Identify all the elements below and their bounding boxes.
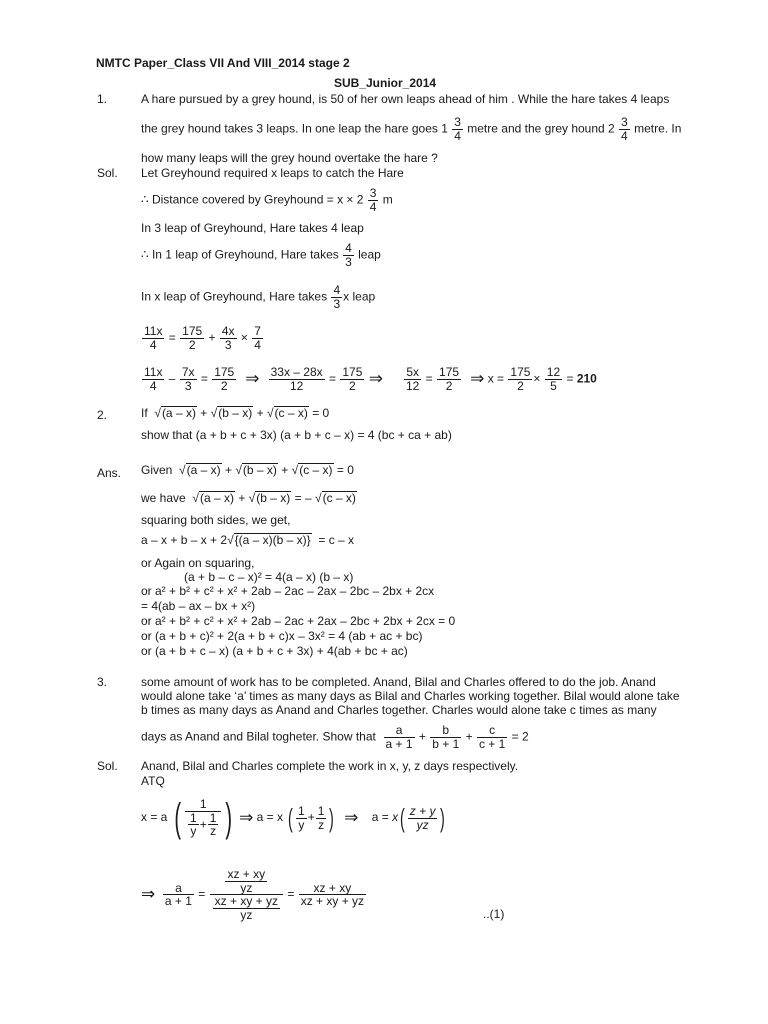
question-3-line-3: b times as many days as Anand and Charles together. Charles would alone take c times as many [141,703,657,717]
solution-1-equation-1: $\frac{11x}{4}$ = $\frac{175}{2}$ + $\frac{4x}{3}$ × $\frac{7}{4}$ [144,324,261,352]
solution-1-line-3: In 3 leap of Greyhound, Hare takes 4 leap [141,221,364,235]
question-2-statement: show that (a + b + c + 3x) (a + b + c – x) = 4 (bc + ca + ab) [141,428,452,442]
solution-3-equation-2: ⇒ $\frac{a}{a + 1}$ = $\frac{\frac{xz + xy}{yz}}{\frac{xz + xy + yz}{yz}}$ = $\frac{xz + xy}{xz + xy + yz}$ [141,867,365,922]
document-subtitle: SUB_Junior_2014 [334,76,437,90]
question-1-line-2: the grey hound takes 3 leaps. In one leap the hare goes 1 $\frac{3}{4}$ metre and the grey hound 2 $\frac{3}{4}$ metre. In [141,115,682,143]
solution-3-line-1: Anand, Bilal and Charles complete the work in x, y, z days respectively. [141,759,519,773]
question-2-condition: If √(a – x) + √(b – x) + √(c – x) = 0 [141,406,330,420]
answer-2-squared-equation: a – x + b – x + 2√{(a – x)(b – x)} = c – x [141,533,355,547]
solution-1-line-1: Let Greyhound required x leaps to catch the Hare [141,166,404,180]
answer-2-line-1: (a + b – c – x)² = 4(a – x) (b – x) [184,570,354,584]
solution-1-line-2: ∴ Distance covered by Greyhound = x × 2 $\frac{3}{4}$ m [141,186,393,214]
answer-2-label: Ans. [97,466,122,480]
question-3-line-4: days as Anand and Bilal togheter. Show that $\frac{a}{a + 1}$ + $\frac{b}{b + 1}$ + $\frac{c}{c + 1}$ = 2 [141,723,529,751]
solution-3-equation-ref: ..(1) [483,907,505,921]
question-3-line-1: some amount of work has to be completed. Anand, Bilal and Charles offered to do the job. Anand [141,675,656,689]
answer-2-we-have: we have √(a – x) + √(b – x) = – √(c – x) [141,491,356,505]
solution-3-atq: ATQ [141,774,165,788]
answer-2-line-3: = 4(ab – ax – bx + x²) [141,599,256,613]
solution-3-label: Sol. [97,759,118,773]
question-3-number: 3. [97,675,108,689]
solution-1-line-5: In x leap of Greyhound, Hare takes $\frac{4}{3}$ x leap [141,283,376,311]
solution-1-answer: 210 [576,371,597,386]
solution-1-equation-2: $\frac{11x}{4}$ – $\frac{7x}{3}$ = $\frac{175}{2}$ ⇒ $\frac{33x - 28x}{12}$ = $\frac{175}{2}$ ⇒ $\frac{5x}{12}$ = $\frac{175}{2}$ ⇒ x = $\frac{175}{2}$ × $\frac{12}{5}$ = 210 [144,365,597,393]
question-3-line-2: would alone take ‘a’ times as many days as Bilal and Charles working together. Bilal would alone take [141,689,680,703]
question-1-number: 1. [97,92,108,106]
answer-2-line-6: or (a + b + c – x) (a + b + c + 3x) + 4(ab + bc + ac) [141,644,408,658]
answer-2-line-4: or a² + b² + c² + x² + 2ab – 2ac + 2ax – 2bc + 2bx + 2cx = 0 [141,614,456,628]
answer-2-again: or Again on squaring, [141,556,255,570]
answer-2-squaring: squaring both sides, we get, [141,513,291,527]
document-title: NMTC Paper_Class VII And VIII_2014 stage 2 [96,56,350,70]
solution-1-line-4: ∴ In 1 leap of Greyhound, Hare takes $\frac{4}{3}$ leap [141,241,381,269]
answer-2-line-2: or a² + b² + c² + x² + 2ab – 2ac – 2ax – 2bc – 2bx + 2cx [141,584,435,598]
solution-3-equation-1: x = a ( 1 $\frac{1}{y}$ + $\frac{1}{z}$ ) ⇒ a = x ( $\frac{1}{y}$ + $\frac{1}{z}$ ) ⇒ a = x( $\frac{z + y}{yz}$ ) [141,796,446,840]
question-2-number: 2. [97,408,108,422]
question-1-line-3: how many leaps will the grey hound overtake the hare ? [141,151,438,165]
answer-2-line-5: or (a + b + c)² + 2(a + b + c)x – 3x² = 4 (ab + ac + bc) [141,629,423,643]
question-1-line-1: A hare pursued by a grey hound, is 50 of her own leaps ahead of him . While the hare takes 4 leaps [141,92,670,106]
answer-2-given: Given √(a – x) + √(b – x) + √(c – x) = 0 [141,463,354,477]
solution-1-label: Sol. [97,166,118,180]
